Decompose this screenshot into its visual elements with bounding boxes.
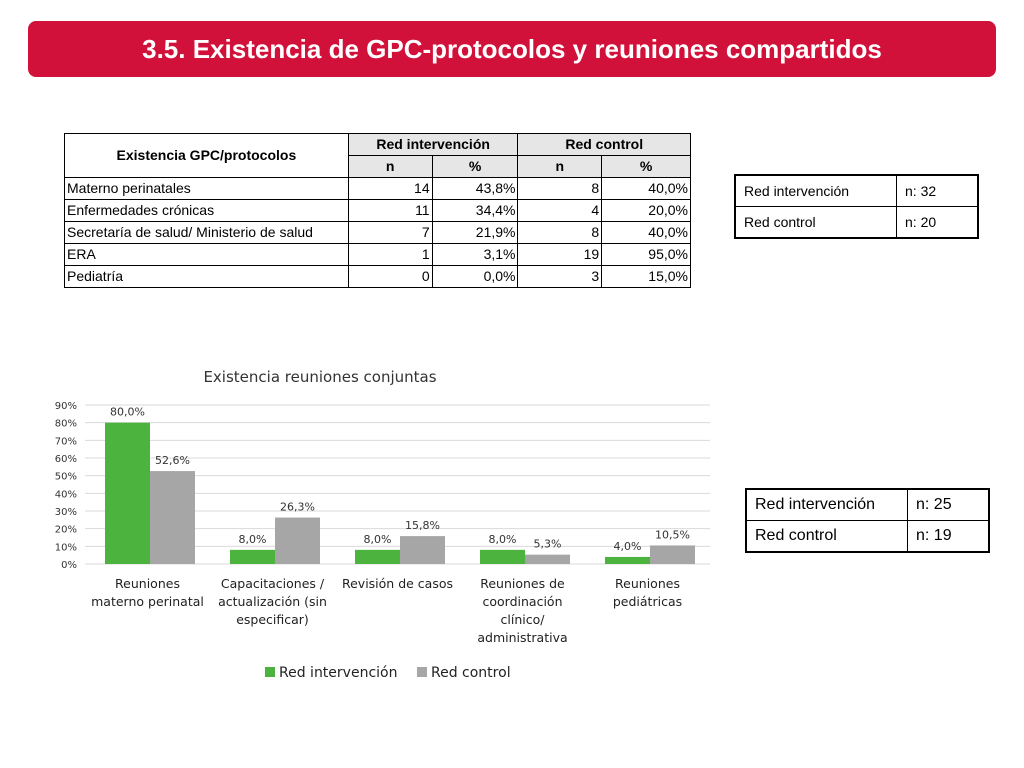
data-label: 8,0% (238, 532, 267, 546)
x-tick-label: Revisión de casos (341, 576, 454, 591)
cell-p1: 43,8% (432, 178, 518, 200)
y-tick-label: 40% (54, 489, 77, 501)
x-tick-label: Reuniones materno perinatal (91, 576, 204, 609)
table-row (65, 244, 691, 266)
cell-n1: 14 (348, 178, 432, 200)
cell-p2: 15,0% (602, 266, 691, 288)
cell-n1: 0 (348, 266, 432, 288)
cell-n1: 1 (348, 244, 432, 266)
cell-n1: 7 (348, 222, 432, 244)
legend-label: Red control (431, 665, 511, 681)
gpc-sub-n: n (518, 156, 602, 178)
sample-size-table-gpc (734, 174, 979, 239)
cell-n2: 19 (518, 244, 602, 266)
legend-label: Red intervención (279, 665, 398, 681)
y-tick-label: 30% (54, 507, 77, 518)
table-row (746, 489, 989, 521)
legend-swatch (417, 667, 427, 677)
cell-p1: 3,1% (432, 244, 518, 266)
data-label: 80,0% (110, 405, 145, 419)
gpc-sub-pct: % (432, 156, 518, 178)
cell-n2: 8 (518, 178, 602, 200)
sample-size-table-reuniones (745, 488, 990, 553)
row-label: Secretaría de salud/ Ministerio de salud (65, 222, 349, 244)
bar (480, 550, 525, 564)
bar (150, 471, 195, 564)
data-label: 10,5% (655, 528, 690, 542)
x-tick-label: Reuniones pediátricas (612, 576, 683, 609)
sample-label: Red control (746, 521, 908, 553)
title-bar (28, 21, 996, 77)
bar (605, 557, 650, 564)
table-row (65, 178, 691, 200)
bar (275, 518, 320, 564)
gpc-sub-pct: % (602, 156, 691, 178)
cell-n2: 8 (518, 222, 602, 244)
y-tick-label: 10% (54, 542, 77, 554)
table-row (65, 266, 691, 288)
cell-p2: 20,0% (602, 200, 691, 222)
sample-label: Red control (735, 207, 897, 239)
gpc-sub-n: n (348, 156, 432, 178)
row-label: Materno perinatales (65, 178, 349, 200)
table-row (746, 521, 989, 553)
sample-label: Red intervención (746, 489, 908, 521)
table-row (65, 222, 691, 244)
data-label: 8,0% (488, 532, 517, 546)
cell-p1: 34,4% (432, 200, 518, 222)
cell-p2: 40,0% (602, 178, 691, 200)
table-row (65, 200, 691, 222)
row-label: Enfermedades crónicas (65, 200, 349, 222)
y-tick-label: 20% (54, 524, 77, 536)
y-tick-label: 50% (54, 471, 77, 483)
gpc-header-intervencion: Red intervención (348, 134, 518, 156)
row-label: Pediatría (65, 266, 349, 288)
legend-swatch (265, 667, 275, 677)
table-row (735, 207, 978, 239)
cell-n2: 4 (518, 200, 602, 222)
cell-n2: 3 (518, 266, 602, 288)
sample-value: n: 32 (897, 175, 979, 207)
gpc-table (64, 133, 691, 288)
sample-label: Red intervención (735, 175, 897, 207)
chart-title: Existencia reuniones conjuntas (203, 368, 437, 386)
page-title: 3.5. Existencia de GPC-protocolos y reuniones compartidos (142, 33, 882, 64)
meetings-bar-chart (20, 355, 720, 695)
x-tick-label: Capacitaciones / actualización (sin especificar) (218, 576, 327, 627)
meetings-chart (20, 355, 720, 695)
cell-n1: 11 (348, 200, 432, 222)
bar (650, 545, 695, 564)
bar (355, 550, 400, 564)
cell-p1: 0,0% (432, 266, 518, 288)
sample-value: n: 25 (908, 489, 990, 521)
table-row (735, 175, 978, 207)
bar (400, 536, 445, 564)
data-label: 26,3% (280, 500, 315, 514)
x-tick-label: Reuniones de coordinación clínico/ administrativa (477, 576, 568, 645)
data-label: 4,0% (613, 539, 642, 553)
gpc-header-control: Red control (518, 134, 691, 156)
gpc-header-main: Existencia GPC/protocolos (65, 134, 349, 178)
bar (105, 423, 150, 564)
data-label: 8,0% (363, 532, 392, 546)
y-tick-label: 80% (54, 418, 77, 430)
bar (230, 550, 275, 564)
cell-p2: 95,0% (602, 244, 691, 266)
y-tick-label: 60% (54, 454, 77, 465)
cell-p2: 40,0% (602, 222, 691, 244)
data-label: 52,6% (155, 454, 190, 468)
row-label: ERA (65, 244, 349, 266)
cell-p1: 21,9% (432, 222, 518, 244)
data-label: 15,8% (405, 519, 440, 533)
y-tick-label: 70% (54, 436, 77, 448)
data-label: 5,3% (533, 537, 562, 551)
bar (525, 555, 570, 564)
sample-value: n: 20 (897, 207, 979, 239)
y-tick-label: 0% (61, 560, 77, 571)
sample-value: n: 19 (908, 521, 990, 553)
y-tick-label: 90% (54, 401, 77, 412)
